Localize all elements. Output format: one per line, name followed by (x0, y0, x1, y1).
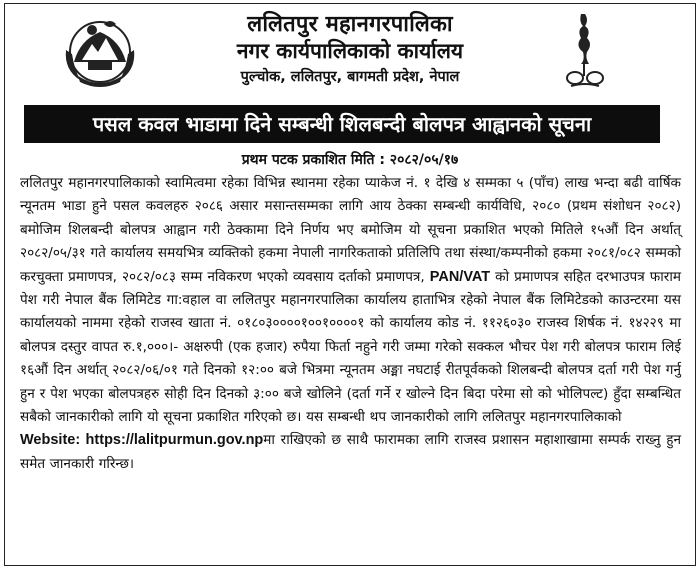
website-link[interactable]: Website: https://lalitpurmun.gov.np (20, 432, 264, 449)
lalitpur-metropolitan-logo-icon (565, 12, 605, 90)
office-name: नगर कार्यपालिकाको कार्यालय (236, 39, 464, 63)
body-paragraph-part-2: को प्रमाणपत्र सहित दरभाउपत्र फाराम पेश गरी नेपाल बैंक लिमिटेड गा:वहाल वा ललितपुर महानगरपालिका कार्यालय हाताभित्र रहेको नेपाल बैंक लिमिटेडको काउन्टरमा यस कार्यालयको नाममा रहेको राजस्व खाता नं. ०१८०३००००१००१००००१ को कार्यालय कोड नं. ११२६०३० राजस्व शिर्षक नं. १४२२९ मा बोलपत्र दस्तुर वापत रु.१,०००।- अक्षरुपी (एक हजार) रुपैया फिर्ता नहुने गरी जम्मा गरेको सक्कल भौचर पेश गरी बोलपत्र फाराम लिई १६औं दिन अर्थात् २०८२/०६/०१ गते दिनको १२:०० बजे भित्रमा न्यूनतम अङ्मा नघटाई रीतपूर्वकको शिलबन्दी बोलपत्र दर्ता गरी पेश गर्नु हुन र पेश भएका बोलपत्रहरु सोही दिन दिनको ३:०० बजे खोलिने (दर्ता गर्ने र खोल्ने दिन बिदा परेमा सो को भोलिपल्ट) हुँदा सम्बन्धित सबैको जानकारीको लागि यो सूचना प्रकाशित गरिएको छ। यस सम्बन्धी थप जानकारीको लागि ललितपुर महानगरपालिकाको (20, 268, 681, 426)
notice-body (20, 172, 681, 476)
office-address: पुल्चोक, ललितपुर, बागमती प्रदेश, नेपाल (240, 69, 460, 85)
pan-vat-label: PAN/VAT (429, 268, 491, 285)
body-paragraph-part-3: मा राखिएको छ साथै फारामका लागि राजस्व प्रशासन महाशाखामा सम्पर्क राख्नु हुन समेत जानकारी गरिन्छ। (20, 432, 681, 472)
notice-header (5, 4, 695, 104)
body-paragraph-part-1: ललितपुर महानगरपालिकाको स्वामित्वमा रहेका विभिन्न स्थानमा रहेका प्याकेज नं. १ देखि ४ सम्मका ५ (पाँच) लाख भन्दा बढी वार्षिक न्यूनतम भाडा हुने पसल कवलहरु २०८६ असार मसान्तसम्मका लागि आय ठेक्का सम्बन्धी कार्यविधि, २०८० (प्रथम संशोधन २०८२) बमोजिम शिलबन्दी बोलपत्र आह्वान गरी ठेक्कामा दिने निर्णय भए बमोजिम यो सूचना प्रकाशित भएको मितिले १५औं दिन अर्थात् २०८२/०५/३१ गते कार्यालय समयभित्र व्यक्तिको हकमा नेपाली नागरिकताको प्रतिलिपि तथा संस्था/कम्पनीको हकमा २०८१/०८२ सम्मको करचुक्ता प्रमाणपत्र, २०८२/०८३ सम्म नविकरण भएको व्यवसाय दर्ताको प्रमाणपत्र, (20, 175, 681, 285)
organization-name: ललितपुर महानगरपालिका (247, 12, 453, 37)
notice-title: पसल कवल भाडामा दिने सम्बन्धी शिलबन्दी बोलपत्र आह्वानको सूचना (24, 105, 660, 143)
published-date: प्रथम पटक प्रकाशित मिति : २०८२/०५/१७ (241, 152, 459, 168)
notice-document (4, 3, 696, 566)
